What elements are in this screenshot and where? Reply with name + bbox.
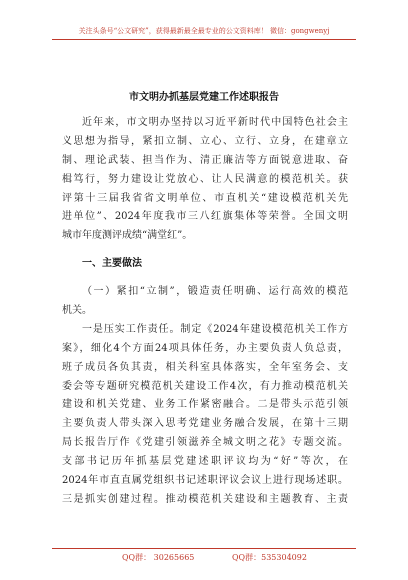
paragraph-gap xyxy=(62,246,348,255)
body-line: 制、理论武装、担当作为、清正廉洁等方面锐意进取、奋 xyxy=(62,154,348,166)
body-line: 案》，细化4个方面24项具体任务，办主要负责人负总责， xyxy=(62,342,348,354)
body-line: 支部书记历年抓基层党建述职评议均为“好”等次，在 xyxy=(62,456,348,468)
document-body xyxy=(62,114,348,510)
body-line: 近年来，市文明办坚持以习近平新时代中国特色社会主 xyxy=(82,117,348,128)
footer-qq-group-2: QQ群：535304092 xyxy=(232,553,307,562)
body-line: 班子成员各负其责，相关科室具体落实，全年室务会、支 xyxy=(62,361,348,373)
body-line: 2024年市直直属党组织书记述职评议会议上进行现场述职。 xyxy=(62,475,348,487)
body-line: 一是压实工作责任。制定《2024年建设模范机关工作方 xyxy=(82,323,348,335)
body-line: 评第十三届我省省文明单位、市直机关“建设模范机关先 xyxy=(62,192,348,204)
page-header xyxy=(0,0,408,42)
footer-qq-group-1: QQ群： 30265665 xyxy=(122,553,195,562)
body-line: 机关。 xyxy=(62,305,92,317)
body-line: 城市年度测评成绩“满堂红”。 xyxy=(62,230,193,242)
footer-divider xyxy=(52,548,356,549)
body-line: 楫笃行，努力建设让党放心、让人民满意的模范机关。获 xyxy=(62,173,348,185)
body-line: 三是抓实创建过程。推动模范机关建设和主题教育、主责 xyxy=(62,493,348,505)
section-heading: 一、主要做法 xyxy=(82,258,142,270)
header-divider xyxy=(52,39,356,40)
header-promo-text: 关注头条号“公文研究”，获得最新最全最专业的公文资料库！ 微信：gongwenyj xyxy=(78,27,330,35)
paragraph-gap xyxy=(62,274,348,283)
body-line: （一）紧扣“立制”，锻造责任明确、运行高效的模范 xyxy=(82,286,348,298)
document-title: 市文明办抓基层党建工作述职报告 xyxy=(129,92,279,103)
body-line: 进单位”、2024年度我市三八红旗集体等荣誉。全国文明 xyxy=(62,211,348,223)
body-line: 局长报告厅作《党建引领滋养全城文明之花》专题交流。 xyxy=(62,437,348,449)
body-line: 委会等专题研究模范机关建设工作4次，有力推动模范机关 xyxy=(62,380,348,392)
body-line: 主要负责人带头深入思考党建业务融合发展，在第十三期 xyxy=(62,418,348,430)
page-footer xyxy=(0,548,408,578)
body-line: 义思想为指导，紧扣立制、立心、立行、立身，在建章立 xyxy=(62,135,348,147)
body-line: 建设和机关党建、业务工作紧密融合。二是带头示范引领 xyxy=(62,399,348,411)
